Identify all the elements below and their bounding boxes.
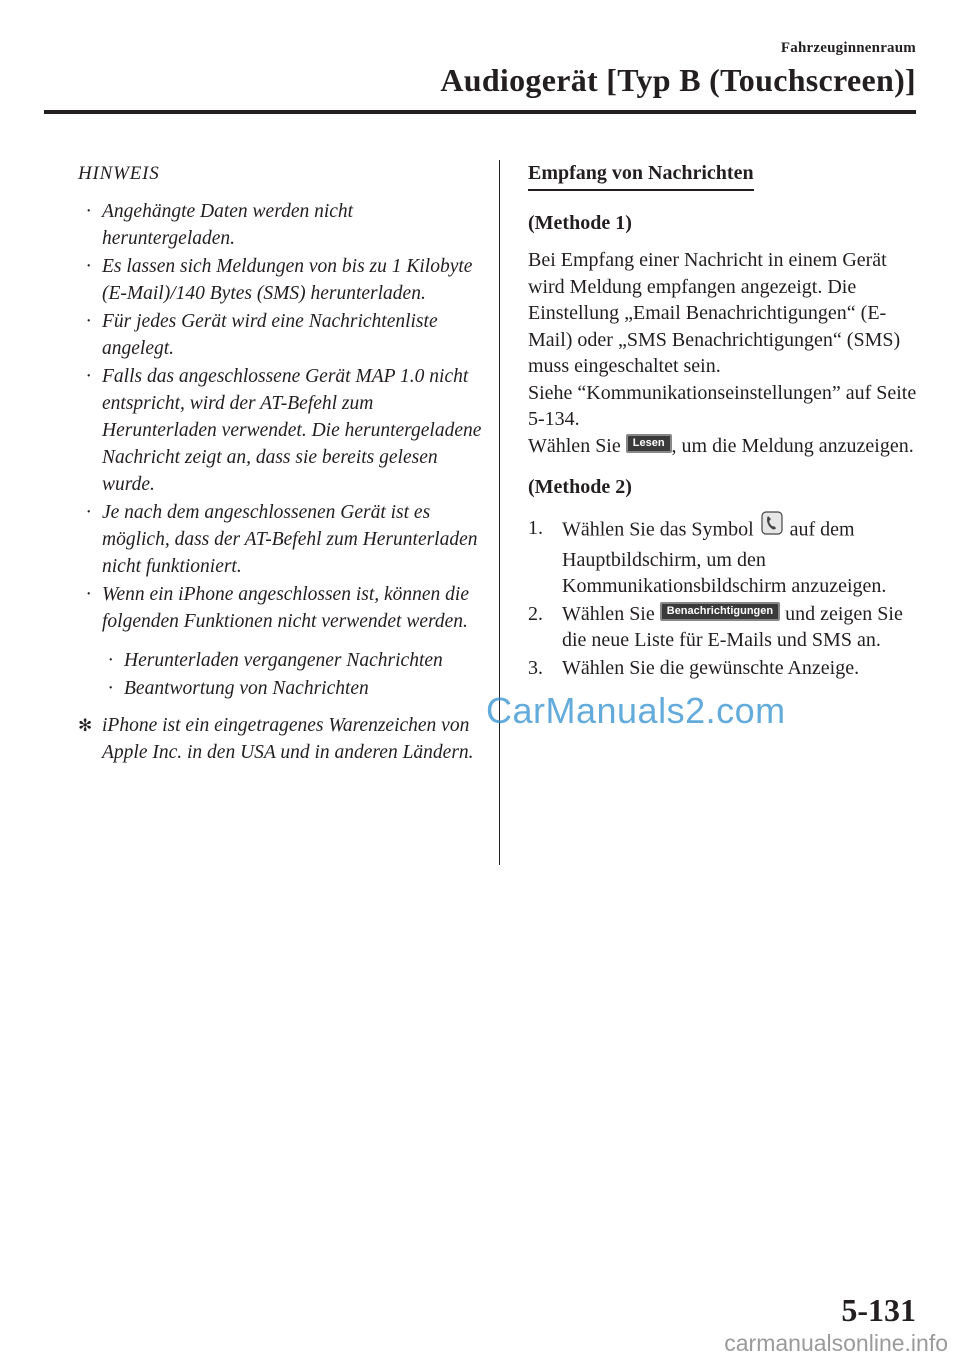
- sub-item: [78, 647, 488, 674]
- lesen-button: Lesen: [626, 434, 672, 453]
- sub-text: Beantwortung von Nachrichten: [124, 678, 369, 699]
- step-text: Wählen Sie die gewünschte Anzeige.: [562, 656, 860, 679]
- note-item: [78, 499, 488, 580]
- bullet-icon: ·: [86, 502, 91, 523]
- column-divider: [499, 160, 500, 865]
- page-number: 5-131: [841, 1292, 916, 1328]
- section-label: Fahrzeuginnenraum: [780, 40, 916, 56]
- header-divider: [44, 110, 916, 114]
- method-2-label: (Methode 2): [528, 476, 632, 498]
- note-title: HINWEIS: [78, 163, 160, 184]
- note-list: [78, 198, 488, 635]
- note-item: [78, 581, 488, 635]
- phone-icon: [761, 511, 783, 543]
- bullet-icon: ·: [86, 366, 91, 387]
- sub-list: [78, 647, 488, 702]
- note-text: Für jedes Gerät wird eine Nachrichtenliste angelegt.: [102, 311, 438, 359]
- bullet-icon: ·: [86, 201, 91, 222]
- bullet-icon: ·: [108, 650, 113, 671]
- method-1-label: (Methode 1): [528, 212, 632, 234]
- sub-text: Herunterladen vergangener Nachrichten: [124, 650, 443, 671]
- step-number: 1.: [528, 517, 543, 539]
- text: Wählen Sie: [528, 434, 626, 457]
- right-column: [528, 160, 928, 682]
- step-item: [528, 601, 928, 654]
- step-item: [528, 515, 928, 600]
- step-number: 2.: [528, 602, 543, 625]
- note-text: Falls das angeschlossene Gerät MAP 1.0 nicht entspricht, wird der AT-Befehl zum Herunterladen verwendet. Die heruntergeladene Nachricht zeigt an, dass sie bereits gelesen wurde.: [102, 366, 482, 495]
- bullet-icon: ·: [108, 678, 113, 699]
- section-heading: Empfang von Nachrichten: [528, 160, 754, 191]
- text: , um die Meldung anzuzeigen.: [671, 434, 914, 457]
- note-text: Je nach dem angeschlossenen Gerät ist es möglich, dass der AT-Befehl zum Herunterladen nicht funktioniert.: [102, 502, 478, 577]
- step-text: Wählen Sie: [562, 602, 660, 625]
- sub-item: [78, 675, 488, 702]
- watermark: CarManuals2.com: [486, 690, 786, 731]
- note-item: [78, 198, 488, 252]
- step-item: [528, 655, 928, 682]
- step-text: und zeigen Sie die neue Liste für E-Mails und SMS an.: [562, 602, 903, 651]
- benachrichtigungen-button: Benachrichtigungen: [660, 602, 780, 621]
- note-item: [78, 253, 488, 307]
- steps-list: [528, 515, 928, 681]
- step-number: 3.: [528, 656, 543, 679]
- paragraph-reference: Siehe “Kommunikationseinstellungen” auf Seite 5-134.: [528, 381, 917, 430]
- bullet-icon: ·: [86, 311, 91, 332]
- left-column: [78, 160, 488, 766]
- note-item: [78, 308, 488, 362]
- bullet-icon: ·: [86, 584, 91, 605]
- note-text: Wenn ein iPhone angeschlossen ist, können die folgenden Funktionen nicht verwendet werden.: [102, 584, 469, 632]
- footnote: [78, 712, 488, 766]
- step-text: Wählen Sie das Symbol: [562, 518, 759, 541]
- note-text: Angehängte Daten werden nicht heruntergeladen.: [102, 201, 354, 249]
- paragraph-read: [528, 433, 928, 460]
- footer-url[interactable]: carmanualsonline.info: [724, 1330, 948, 1356]
- footnote-text: iPhone ist ein eingetragenes Warenzeichen von Apple Inc. in den USA und in anderen Ländern.: [102, 715, 474, 763]
- note-item: [78, 363, 488, 498]
- page-title: Audiogerät [Typ B (Touchscreen)]: [440, 62, 916, 98]
- paragraph: Bei Empfang einer Nachricht in einem Gerät wird Meldung empfangen angezeigt. Die Einstellung „Email Benachrichtigungen“ (E-Mail) oder „SMS Benachrichtigungen“ (SMS) muss eingeschaltet sein.: [528, 249, 901, 377]
- asterisk-icon: ✻: [78, 716, 93, 735]
- bullet-icon: ·: [86, 256, 91, 277]
- note-text: Es lassen sich Meldungen von bis zu 1 Kilobyte (E-Mail)/140 Bytes (SMS) herunterladen.: [102, 256, 473, 304]
- step-text: auf dem Hauptbildschirm, um den Kommunikationsbildschirm anzuzeigen.: [562, 518, 887, 597]
